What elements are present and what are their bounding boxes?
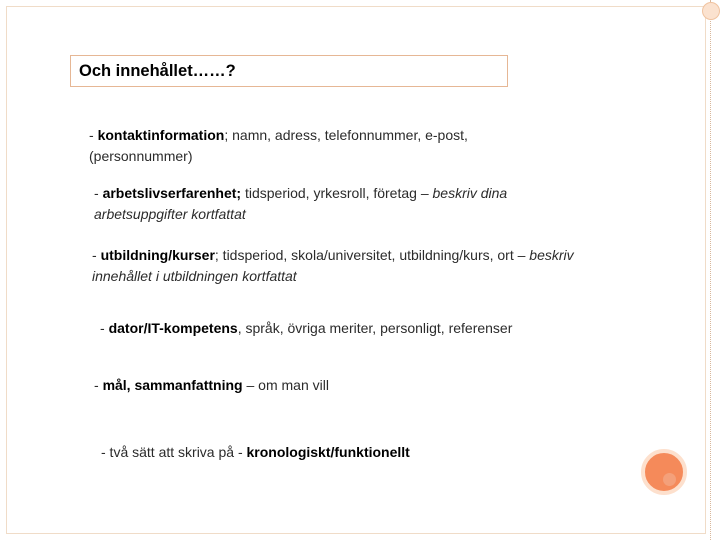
slide-title: Och innehållet……?: [79, 62, 236, 80]
item-keyword: kronologiskt/funktionellt: [246, 444, 410, 460]
list-item-education: [92, 245, 592, 287]
item-prefix: -: [92, 247, 101, 263]
item-text: , språk, övriga meriter, personligt, referenser: [237, 320, 513, 336]
title-box: [70, 55, 508, 87]
list-item-contact: [89, 125, 559, 167]
decorative-circle-large: [641, 449, 687, 495]
list-item-goals: [94, 375, 614, 396]
item-keyword: arbetslivserfarenhet;: [102, 185, 242, 201]
decorative-circle-small: [702, 2, 720, 20]
item-keyword: mål, sammanfattning: [102, 377, 243, 393]
decorative-circle-inner: [663, 473, 676, 486]
item-prefix: -: [100, 320, 109, 336]
item-prefix: -: [89, 127, 98, 143]
list-item-experience: [94, 183, 584, 225]
item-text: tidsperiod, yrkesroll, företag –: [241, 185, 433, 201]
item-keyword: utbildning/kurser: [100, 247, 215, 263]
item-text: ; tidsperiod, skola/universitet, utbildning/kurs, ort –: [214, 247, 530, 263]
item-note: beskriv dina arbetsuppgifter kortfattat: [94, 185, 508, 222]
item-keyword: kontaktinformation: [97, 127, 225, 143]
item-prefix: -: [94, 377, 103, 393]
item-text: ; namn, adress, telefonnummer, e-post, (personnummer): [89, 127, 468, 164]
item-prefix: - två sätt att skriva på -: [101, 444, 247, 460]
item-note: beskriv innehållet i utbildningen kortfattat: [92, 247, 574, 284]
item-text: – om man vill: [242, 377, 329, 393]
item-keyword: dator/IT-kompetens: [108, 320, 238, 336]
list-item-styles: [101, 442, 621, 463]
item-prefix: -: [94, 185, 103, 201]
decorative-edge-line: [710, 0, 712, 540]
list-item-skills: [100, 318, 620, 339]
